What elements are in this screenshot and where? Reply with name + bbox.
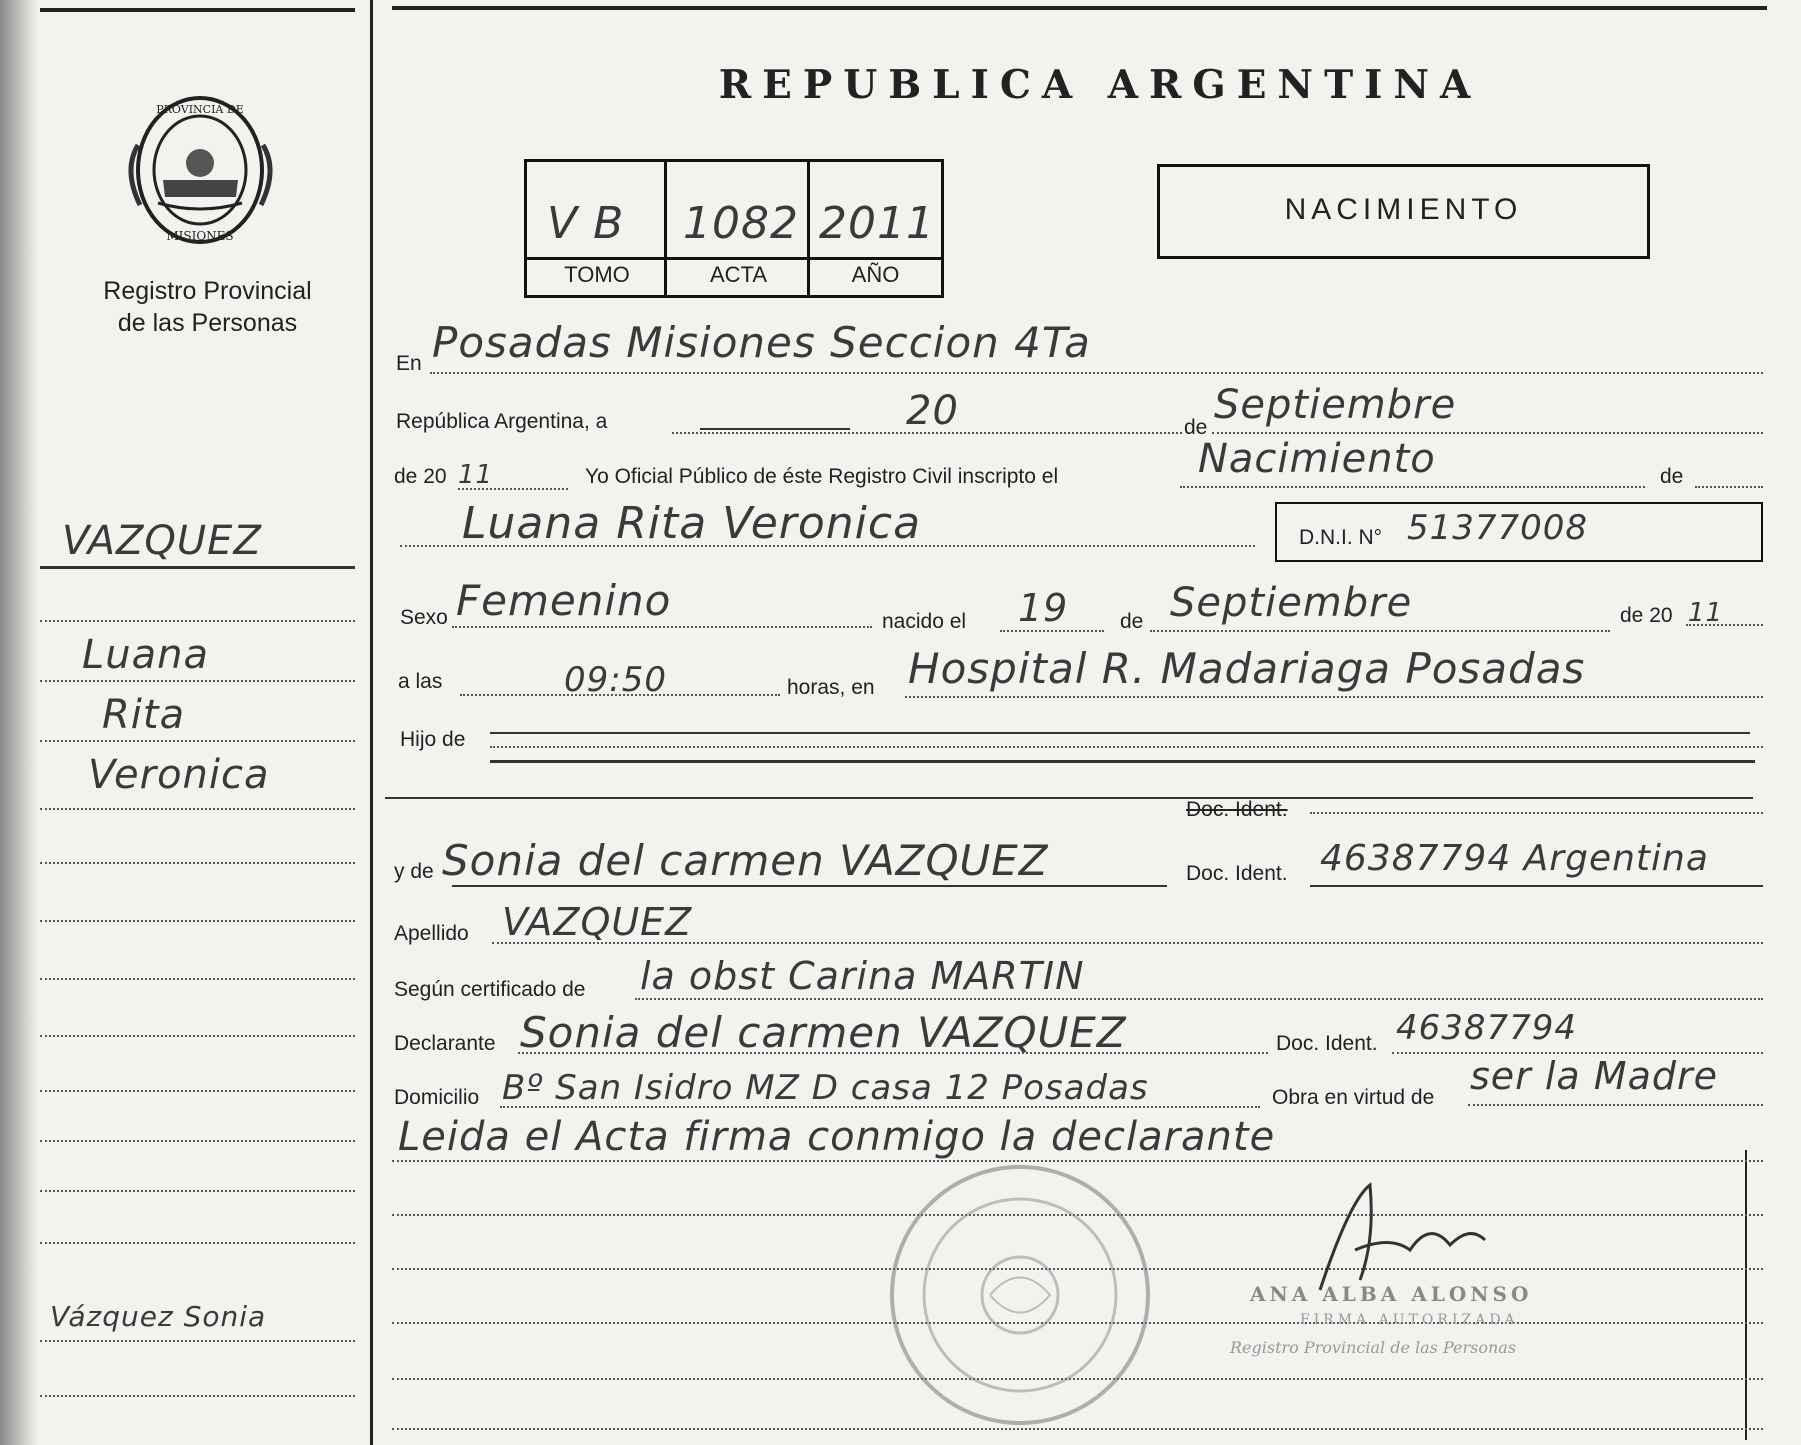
horas-label: horas, en xyxy=(787,676,875,699)
official-stamp-icon xyxy=(880,1160,1160,1430)
apellido-value: VAZQUEZ xyxy=(502,900,693,944)
dni-label: D.N.I. N° xyxy=(1299,526,1383,549)
en-line xyxy=(430,372,1763,374)
day-value: 20 xyxy=(906,388,959,434)
declarante-line xyxy=(518,1052,1268,1054)
margin-name-1: Luana xyxy=(82,632,210,678)
apellido-line xyxy=(492,942,1763,944)
margin-line xyxy=(40,808,355,810)
margin-line xyxy=(40,1090,355,1092)
madre-doc-line xyxy=(1310,885,1763,887)
registry-box xyxy=(524,159,944,298)
day-blank xyxy=(700,428,850,430)
margin-surname-rule xyxy=(40,566,355,569)
nacido-day-line xyxy=(1000,630,1104,632)
margin-line xyxy=(40,680,355,682)
record-type: NACIMIENTO xyxy=(1284,193,1523,226)
main-top-rule xyxy=(392,6,1767,10)
declarante-doc-label: Doc. Ident. xyxy=(1276,1032,1378,1055)
nacido-year-suffix: 11 xyxy=(1688,598,1724,628)
obra-line xyxy=(1468,1104,1763,1106)
en-label: En xyxy=(396,352,422,375)
sexo-value: Femenino xyxy=(456,576,672,625)
acta-value: 1082 xyxy=(683,198,799,249)
left-top-rule xyxy=(40,8,355,12)
svg-text:PROVINCIA DE: PROVINCIA DE xyxy=(156,103,244,116)
nacido-month: Septiembre xyxy=(1170,580,1413,626)
svg-text:MISIONES: MISIONES xyxy=(166,229,234,243)
record-type-box xyxy=(1157,164,1650,259)
nacido-year-line xyxy=(1686,624,1763,626)
year-line xyxy=(458,488,568,490)
a-las-label: a las xyxy=(398,670,443,693)
nacido-month-line xyxy=(1150,630,1610,632)
hijo-label: Hijo de xyxy=(400,728,466,751)
month-value: Septiembre xyxy=(1214,382,1457,428)
doc-ident-label: Doc. Ident. xyxy=(1186,798,1288,821)
column-divider xyxy=(370,0,373,1445)
org-name-line1: Registro Provincial xyxy=(103,277,312,305)
margin-line xyxy=(40,978,355,980)
registry-divider xyxy=(527,257,941,260)
page-edge-shadow xyxy=(0,0,38,1445)
madre-line xyxy=(452,885,1167,887)
inscripto-value: Nacimiento xyxy=(1198,436,1436,482)
oficial-label: Yo Oficial Público de éste Registro Civil inscripto el xyxy=(585,465,1059,488)
nacido-day: 19 xyxy=(1018,586,1069,630)
ano-label: AÑO xyxy=(851,262,900,287)
hora-line xyxy=(460,694,780,696)
margin-line xyxy=(40,1395,355,1397)
margin-surname: VAZQUEZ xyxy=(62,518,262,564)
margin-line xyxy=(40,1190,355,1192)
month-de-label: de xyxy=(1184,416,1208,439)
nacido-de-label: de xyxy=(1120,610,1144,633)
sexo-label: Sexo xyxy=(400,606,448,629)
madre-doc-label: Doc. Ident. xyxy=(1186,862,1288,885)
acta-label: ACTA xyxy=(709,262,768,287)
margin-name-3: Veronica xyxy=(88,752,270,798)
domicilio-label: Domicilio xyxy=(394,1086,480,1109)
hora-value: 09:50 xyxy=(564,660,667,700)
margin-line xyxy=(40,1035,355,1037)
declarante-value: Sonia del carmen VAZQUEZ xyxy=(520,1008,1127,1057)
obra-label: Obra en virtud de xyxy=(1272,1086,1435,1109)
domicilio-value: Bº San Isidro MZ D casa 12 Posadas xyxy=(502,1068,1149,1108)
domicilio-line xyxy=(500,1106,1260,1108)
republica-label: República Argentina, a xyxy=(396,410,608,433)
segun-value: la obst Carina MARTIN xyxy=(640,954,1085,998)
province-seal-icon xyxy=(118,85,283,255)
year-suffix: 11 xyxy=(458,460,494,490)
madre-doc-value: 46387794 Argentina xyxy=(1320,838,1709,879)
margin-line xyxy=(40,862,355,864)
lugar-value: Hospital R. Madariaga Posadas xyxy=(908,644,1586,693)
doc-strike xyxy=(385,797,1753,799)
hijo-strike-2 xyxy=(490,760,1755,763)
nacido-year-label: de 20 xyxy=(1620,604,1673,627)
hijo-line xyxy=(490,746,1763,748)
segun-line xyxy=(635,998,1763,1000)
inscripto-line xyxy=(1180,486,1645,488)
tomo-value: V B xyxy=(547,198,625,249)
doc-ident-line xyxy=(1310,812,1763,814)
margin-line xyxy=(40,1340,355,1342)
name-line xyxy=(400,545,1255,547)
margin-line xyxy=(40,740,355,742)
y-de-label: y de xyxy=(394,860,434,883)
org-name-line2: de las Personas xyxy=(117,309,298,337)
margin-signature: Vázquez Sonia xyxy=(50,1300,267,1333)
closing-value: Leida el Acta firma conmigo la declarante xyxy=(398,1114,1276,1160)
lugar-line xyxy=(905,696,1763,698)
page-title: REPUBLICA ARGENTINA xyxy=(718,62,1482,108)
officer-office: Registro Provincial de las Personas xyxy=(1230,1338,1517,1357)
ano-value: 2011 xyxy=(819,198,935,249)
inscripto-de-label: de xyxy=(1660,465,1684,488)
margin-line xyxy=(40,1140,355,1142)
hijo-strike-1 xyxy=(490,732,1750,734)
sexo-line xyxy=(452,626,872,628)
margin-line xyxy=(40,1242,355,1244)
en-value: Posadas Misiones Seccion 4Ta xyxy=(432,318,1091,367)
margin-line xyxy=(40,920,355,922)
nacido-label: nacido el xyxy=(882,610,967,633)
tomo-label: TOMO xyxy=(564,262,630,287)
dni-box xyxy=(1275,502,1763,562)
name-value: Luana Rita Veronica xyxy=(462,498,922,549)
month-line xyxy=(1212,432,1763,434)
margin-line xyxy=(40,620,355,622)
margin-name-2: Rita xyxy=(102,692,186,738)
officer-role: FIRMA AUTORIZADA xyxy=(1300,1312,1519,1328)
inscripto-tail-line xyxy=(1695,486,1763,488)
year-label: de 20 xyxy=(394,465,447,488)
right-border xyxy=(1745,1150,1747,1440)
officer-name: ANA ALBA ALONSO xyxy=(1250,1282,1533,1306)
obra-value: ser la Madre xyxy=(1470,1054,1718,1098)
madre-value: Sonia del carmen VAZQUEZ xyxy=(442,836,1049,885)
declarante-doc-value: 46387794 xyxy=(1396,1008,1578,1048)
segun-label: Según certificado de xyxy=(394,978,586,1001)
declarante-label: Declarante xyxy=(394,1032,496,1055)
dni-value: 51377008 xyxy=(1407,508,1589,548)
apellido-label: Apellido xyxy=(394,922,469,945)
